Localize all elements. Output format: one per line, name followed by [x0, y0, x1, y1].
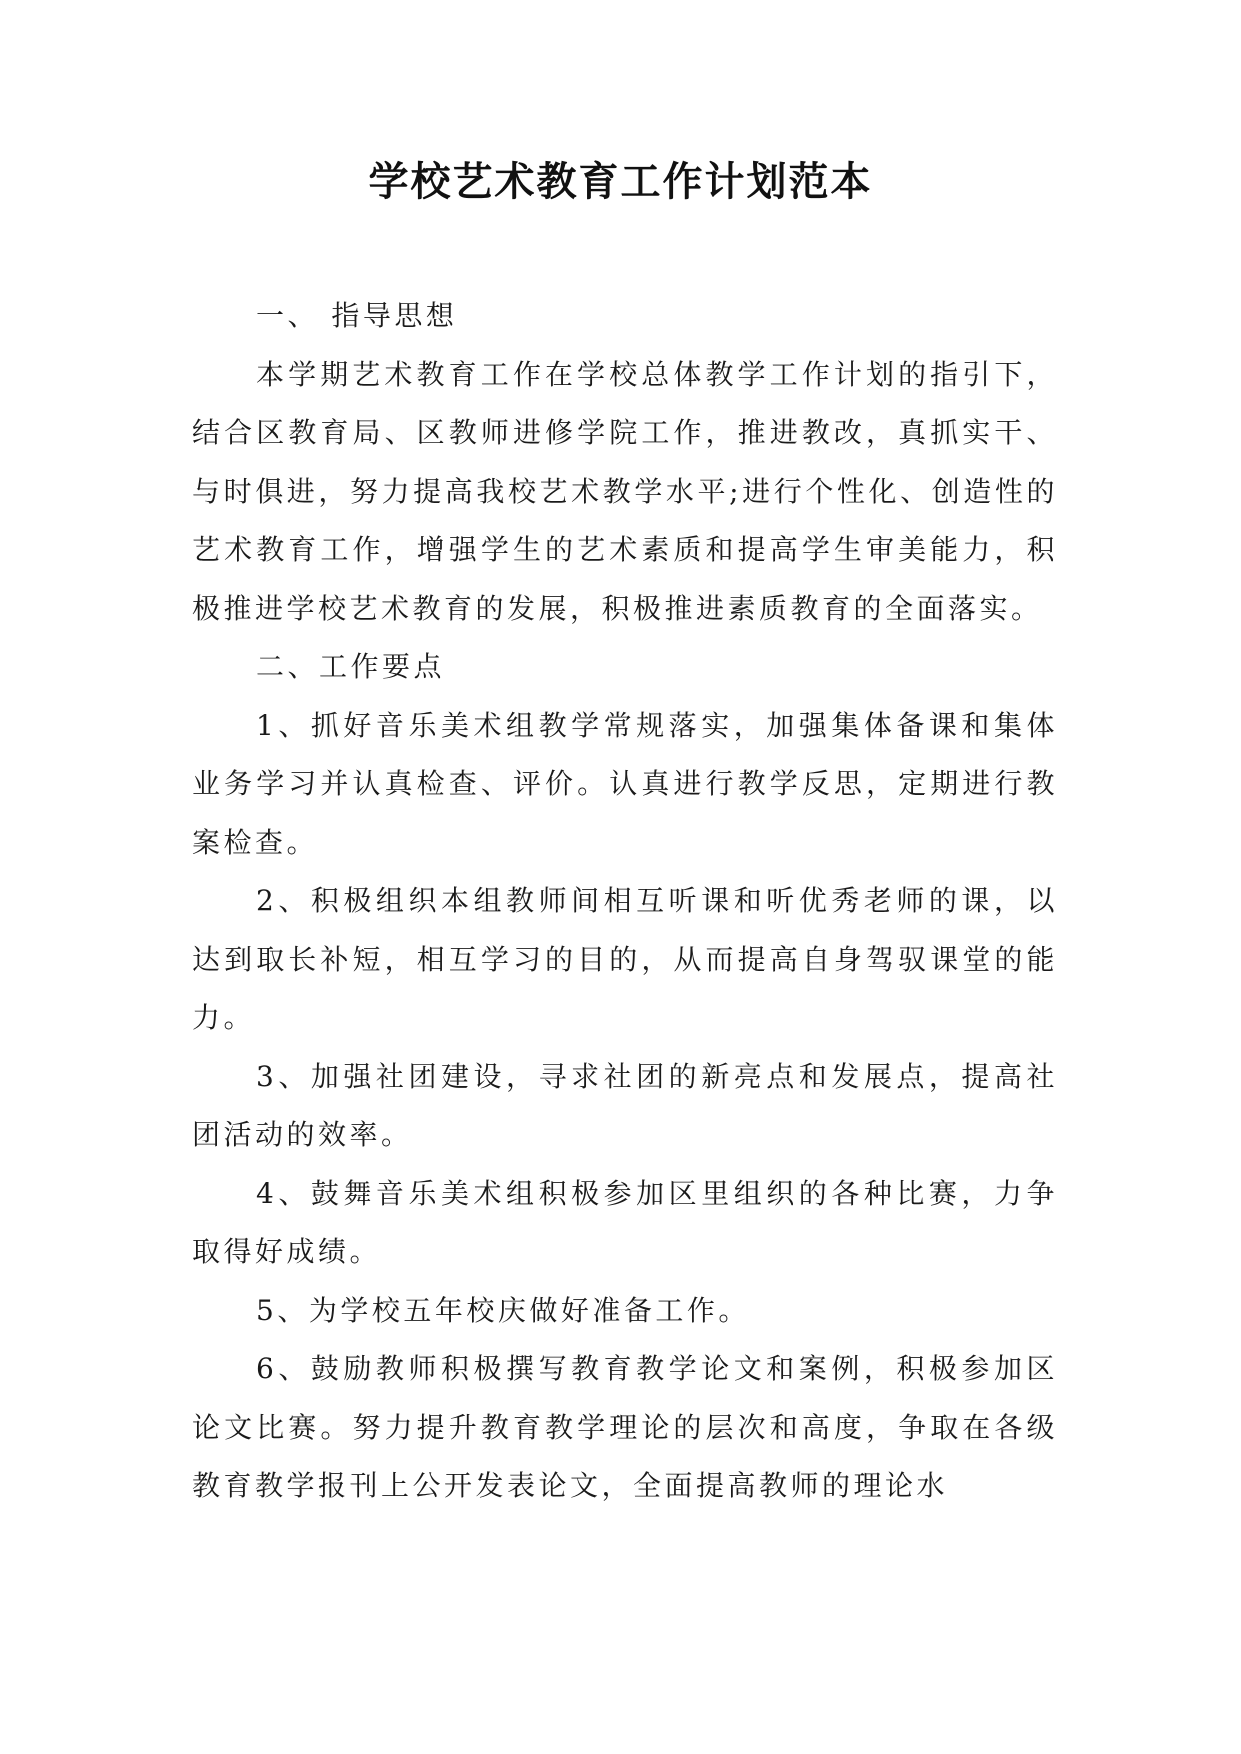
- document-body: [192, 287, 1058, 1516]
- section-heading-work-points: 二、工作要点: [256, 650, 446, 683]
- section-heading-guiding-ideology: 一、 指导思想: [256, 299, 458, 332]
- list-item-2: 2、积极组织本组教师间相互听课和听优秀老师的课，以达到取长补短，相互学习的目的，从而提高自身驾驭课堂的能力。: [192, 884, 1058, 1034]
- list-item-4: 4、鼓舞音乐美术组积极参加区里组织的各种比赛，力争取得好成绩。: [192, 1176, 1058, 1268]
- list-item-3: 3、加强社团建设，寻求社团的新亮点和发展点，提高社团活动的效率。: [192, 1059, 1058, 1151]
- list-item-1: 1、抓好音乐美术组教学常规落实，加强集体备课和集体业务学习并认真检查、评价。认真进行教学反思，定期进行教案检查。: [192, 708, 1058, 859]
- list-item-6: 6、鼓励教师积极撰写教育教学论文和案例，积极参加区论文比赛。努力提升教育教学理论的层次和高度，争取在各级教育教学报刊上公开发表论文，全面提高教师的理论水: [192, 1352, 1058, 1502]
- list-item-5: 5、为学校五年校庆做好准备工作。: [256, 1293, 750, 1327]
- document-title: 学校艺术教育工作计划范本: [368, 159, 873, 205]
- paragraph-guiding-ideology: 本学期艺术教育工作在学校总体教学工作计划的指引下，结合区教育局、区教师进修学院工作，推进教改，真抓实干、与时俱进，努力提高我校艺术教学水平;进行个性化、创造性的艺术教育工作，增强学生的艺术素质和提高学生审美能力，积极推进学校艺术教育的发展，积极推进素质教育的全面落实。: [192, 357, 1058, 625]
